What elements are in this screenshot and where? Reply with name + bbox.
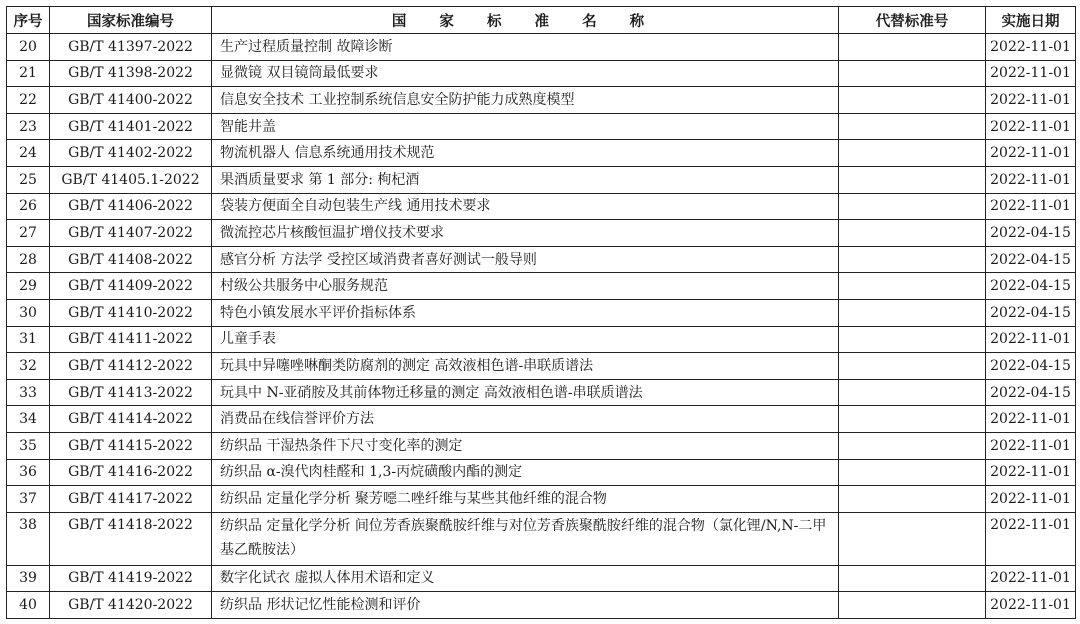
row-replaced-standard bbox=[839, 512, 986, 565]
row-standard-name: 儿童手表 bbox=[212, 326, 839, 353]
table-row bbox=[7, 379, 1076, 406]
row-replaced-standard bbox=[839, 140, 986, 167]
row-standard-code: GB/T 41414-2022 bbox=[50, 406, 212, 433]
table-row bbox=[7, 326, 1076, 353]
table-row bbox=[7, 113, 1076, 140]
row-standard-code: GB/T 41401-2022 bbox=[50, 113, 212, 140]
row-seq: 40 bbox=[7, 592, 50, 619]
table-row bbox=[7, 406, 1076, 433]
row-standard-name: 生产过程质量控制 故障诊断 bbox=[212, 34, 839, 61]
table-row bbox=[7, 34, 1076, 61]
row-seq: 21 bbox=[7, 60, 50, 87]
row-seq: 38 bbox=[7, 512, 50, 565]
row-replaced-standard bbox=[839, 113, 986, 140]
row-seq: 37 bbox=[7, 486, 50, 513]
table-row bbox=[7, 432, 1076, 459]
row-replaced-standard bbox=[839, 60, 986, 87]
row-standard-code: GB/T 41409-2022 bbox=[50, 273, 212, 300]
row-standard-code: GB/T 41416-2022 bbox=[50, 459, 212, 486]
row-implementation-date: 2022-04-15 bbox=[986, 246, 1076, 273]
table-header-row bbox=[7, 7, 1076, 34]
row-standard-code: GB/T 41407-2022 bbox=[50, 220, 212, 247]
row-implementation-date: 2022-04-15 bbox=[986, 220, 1076, 247]
table-row bbox=[7, 486, 1076, 513]
table-row bbox=[7, 299, 1076, 326]
row-seq: 36 bbox=[7, 459, 50, 486]
row-seq: 24 bbox=[7, 140, 50, 167]
table-row bbox=[7, 353, 1076, 380]
row-standard-name: 袋装方便面全自动包装生产线 通用技术要求 bbox=[212, 193, 839, 220]
row-seq: 39 bbox=[7, 565, 50, 592]
row-seq: 31 bbox=[7, 326, 50, 353]
row-implementation-date: 2022-11-01 bbox=[986, 406, 1076, 433]
row-standard-code: GB/T 41412-2022 bbox=[50, 353, 212, 380]
row-standard-code: GB/T 41406-2022 bbox=[50, 193, 212, 220]
table-row bbox=[7, 565, 1076, 592]
row-implementation-date: 2022-11-01 bbox=[986, 34, 1076, 61]
table-row bbox=[7, 193, 1076, 220]
row-seq: 26 bbox=[7, 193, 50, 220]
row-implementation-date: 2022-11-01 bbox=[986, 459, 1076, 486]
header-seq: 序号 bbox=[7, 7, 50, 34]
row-implementation-date: 2022-11-01 bbox=[986, 486, 1076, 513]
row-replaced-standard bbox=[839, 87, 986, 114]
row-implementation-date: 2022-11-01 bbox=[986, 592, 1076, 619]
row-seq: 33 bbox=[7, 379, 50, 406]
row-replaced-standard bbox=[839, 486, 986, 513]
row-implementation-date: 2022-11-01 bbox=[986, 166, 1076, 193]
row-seq: 22 bbox=[7, 87, 50, 114]
row-implementation-date: 2022-11-01 bbox=[986, 140, 1076, 167]
row-standard-name: 微流控芯片核酸恒温扩增仪技术要求 bbox=[212, 220, 839, 247]
row-replaced-standard bbox=[839, 273, 986, 300]
row-replaced-standard bbox=[839, 432, 986, 459]
row-seq: 34 bbox=[7, 406, 50, 433]
row-standard-name: 特色小镇发展水平评价指标体系 bbox=[212, 299, 839, 326]
header-date: 实施日期 bbox=[986, 7, 1076, 34]
row-replaced-standard bbox=[839, 193, 986, 220]
table-row bbox=[7, 512, 1076, 565]
row-seq: 28 bbox=[7, 246, 50, 273]
row-standard-name: 村级公共服务中心服务规范 bbox=[212, 273, 839, 300]
row-standard-code: GB/T 41402-2022 bbox=[50, 140, 212, 167]
row-standard-code: GB/T 41420-2022 bbox=[50, 592, 212, 619]
row-implementation-date: 2022-11-01 bbox=[986, 565, 1076, 592]
table-row bbox=[7, 592, 1076, 619]
row-implementation-date: 2022-04-15 bbox=[986, 379, 1076, 406]
standards-table bbox=[6, 6, 1076, 619]
row-standard-name: 纺织品 定量化学分析 间位芳香族聚酰胺纤维与对位芳香族聚酰胺纤维的混合物（氯化锂/N,N-二甲基乙酰胺法） bbox=[212, 512, 839, 565]
row-seq: 23 bbox=[7, 113, 50, 140]
row-seq: 35 bbox=[7, 432, 50, 459]
header-name: 国 家 标 准 名 称 bbox=[212, 7, 839, 34]
table-row bbox=[7, 459, 1076, 486]
table-row bbox=[7, 273, 1076, 300]
row-standard-code: GB/T 41411-2022 bbox=[50, 326, 212, 353]
row-implementation-date: 2022-11-01 bbox=[986, 60, 1076, 87]
row-standard-name: 纺织品 干湿热条件下尺寸变化率的测定 bbox=[212, 432, 839, 459]
row-replaced-standard bbox=[839, 299, 986, 326]
row-seq: 20 bbox=[7, 34, 50, 61]
row-replaced-standard bbox=[839, 406, 986, 433]
row-standard-code: GB/T 41397-2022 bbox=[50, 34, 212, 61]
row-standard-code: GB/T 41419-2022 bbox=[50, 565, 212, 592]
row-replaced-standard bbox=[839, 246, 986, 273]
row-standard-code: GB/T 41405.1-2022 bbox=[50, 166, 212, 193]
row-implementation-date: 2022-11-01 bbox=[986, 326, 1076, 353]
row-replaced-standard bbox=[839, 353, 986, 380]
table-row bbox=[7, 140, 1076, 167]
row-standard-name: 纺织品 定量化学分析 聚芳噁二唑纤维与某些其他纤维的混合物 bbox=[212, 486, 839, 513]
row-implementation-date: 2022-11-01 bbox=[986, 512, 1076, 565]
row-seq: 32 bbox=[7, 353, 50, 380]
row-standard-name: 消费品在线信誉评价方法 bbox=[212, 406, 839, 433]
row-standard-code: GB/T 41400-2022 bbox=[50, 87, 212, 114]
row-standard-name: 信息安全技术 工业控制系统信息安全防护能力成熟度模型 bbox=[212, 87, 839, 114]
table-row bbox=[7, 166, 1076, 193]
table-row bbox=[7, 220, 1076, 247]
header-code: 国家标准编号 bbox=[50, 7, 212, 34]
row-replaced-standard bbox=[839, 379, 986, 406]
row-standard-code: GB/T 41398-2022 bbox=[50, 60, 212, 87]
row-standard-code: GB/T 41413-2022 bbox=[50, 379, 212, 406]
row-implementation-date: 2022-04-15 bbox=[986, 273, 1076, 300]
row-standard-name: 智能井盖 bbox=[212, 113, 839, 140]
row-standard-name: 玩具中 N-亚硝胺及其前体物迁移量的测定 高效液相色谱-串联质谱法 bbox=[212, 379, 839, 406]
row-seq: 29 bbox=[7, 273, 50, 300]
row-standard-name: 数字化试衣 虚拟人体用术语和定义 bbox=[212, 565, 839, 592]
row-standard-name: 果酒质量要求 第 1 部分: 枸杞酒 bbox=[212, 166, 839, 193]
row-replaced-standard bbox=[839, 592, 986, 619]
row-standard-code: GB/T 41415-2022 bbox=[50, 432, 212, 459]
table-row bbox=[7, 87, 1076, 114]
row-replaced-standard bbox=[839, 565, 986, 592]
row-replaced-standard bbox=[839, 459, 986, 486]
row-standard-code: GB/T 41410-2022 bbox=[50, 299, 212, 326]
row-replaced-standard bbox=[839, 34, 986, 61]
row-implementation-date: 2022-04-15 bbox=[986, 299, 1076, 326]
row-standard-code: GB/T 41417-2022 bbox=[50, 486, 212, 513]
table-row bbox=[7, 60, 1076, 87]
row-standard-name: 纺织品 形状记忆性能检测和评价 bbox=[212, 592, 839, 619]
row-standard-name: 玩具中异噻唑啉酮类防腐剂的测定 高效液相色谱-串联质谱法 bbox=[212, 353, 839, 380]
row-standard-name: 纺织品 α-溴代肉桂醛和 1,3-丙烷磺酸内酯的测定 bbox=[212, 459, 839, 486]
row-implementation-date: 2022-11-01 bbox=[986, 193, 1076, 220]
row-seq: 25 bbox=[7, 166, 50, 193]
row-seq: 30 bbox=[7, 299, 50, 326]
row-standard-code: GB/T 41408-2022 bbox=[50, 246, 212, 273]
row-replaced-standard bbox=[839, 220, 986, 247]
row-seq: 27 bbox=[7, 220, 50, 247]
row-implementation-date: 2022-04-15 bbox=[986, 353, 1076, 380]
row-standard-name: 显微镜 双目镜筒最低要求 bbox=[212, 60, 839, 87]
table-row bbox=[7, 246, 1076, 273]
row-implementation-date: 2022-11-01 bbox=[986, 113, 1076, 140]
row-standard-name: 感官分析 方法学 受控区域消费者喜好测试一般导则 bbox=[212, 246, 839, 273]
row-standard-code: GB/T 41418-2022 bbox=[50, 512, 212, 565]
row-replaced-standard bbox=[839, 166, 986, 193]
header-replaced: 代替标准号 bbox=[839, 7, 986, 34]
row-replaced-standard bbox=[839, 326, 986, 353]
row-standard-name: 物流机器人 信息系统通用技术规范 bbox=[212, 140, 839, 167]
row-implementation-date: 2022-11-01 bbox=[986, 432, 1076, 459]
row-implementation-date: 2022-11-01 bbox=[986, 87, 1076, 114]
